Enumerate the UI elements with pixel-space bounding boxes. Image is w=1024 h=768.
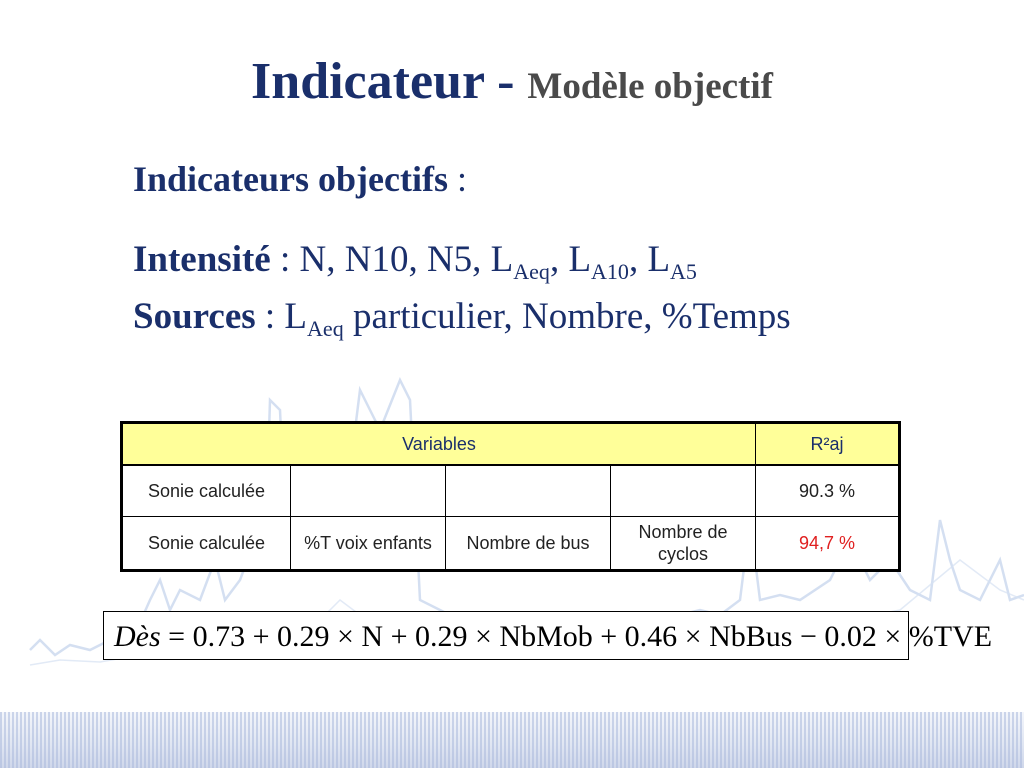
row2-r2: 94,7 %: [756, 517, 900, 571]
row2-name: Sonie calculée: [122, 517, 291, 571]
intensite-sub-2: A10: [591, 259, 629, 284]
header-variables: Variables: [122, 423, 756, 466]
line1-rest: :: [447, 159, 467, 199]
table-header-row: [122, 423, 900, 466]
sources-sub-1: Aeq: [307, 316, 344, 341]
row2-var2: Nombre de bus: [446, 517, 611, 571]
label-sources: Sources: [133, 296, 256, 337]
row2-var3: Nombre de cyclos: [611, 517, 756, 571]
label-intensite: Intensité: [133, 239, 271, 280]
row1-var3: [611, 465, 756, 517]
table-row: [122, 517, 900, 571]
row1-name: Sonie calculée: [122, 465, 291, 517]
row1-var1: [291, 465, 446, 517]
line-sources: [133, 295, 791, 342]
row1-r2: 90.3 %: [756, 465, 900, 517]
sources-text-2: particulier, Nombre, %Temps: [343, 296, 791, 337]
formula-rhs: = 0.73 + 0.29 × N + 0.29 × NbMob + 0.46 × NbBus − 0.02 × %TVE: [160, 620, 993, 653]
intensite-text-1: : N, N10, N5, L: [270, 239, 514, 280]
bottom-decorative-band: [0, 712, 1024, 768]
intensite-text-3: , L: [628, 239, 671, 280]
intensite-sub-1: Aeq: [513, 259, 550, 284]
title-main: Indicateur -: [251, 53, 528, 110]
line-indicateurs-objectifs: [133, 158, 467, 200]
formula-lhs: Dès: [114, 620, 161, 653]
line-intensite: [133, 238, 697, 285]
label-indicateurs-objectifs: Indicateurs objectifs: [133, 159, 448, 199]
sources-text-1: : L: [255, 296, 308, 337]
table-row: [122, 465, 900, 517]
intensite-text-2: , L: [549, 239, 592, 280]
row2-var1: %T voix enfants: [291, 517, 446, 571]
header-r2aj: R²aj: [756, 423, 900, 466]
row1-var2: [446, 465, 611, 517]
page-title: [0, 52, 1024, 111]
intensite-sub-3: A5: [670, 259, 697, 284]
variables-table: [120, 421, 901, 572]
title-subtitle: Modèle objectif: [527, 66, 773, 107]
regression-formula: [103, 611, 993, 660]
